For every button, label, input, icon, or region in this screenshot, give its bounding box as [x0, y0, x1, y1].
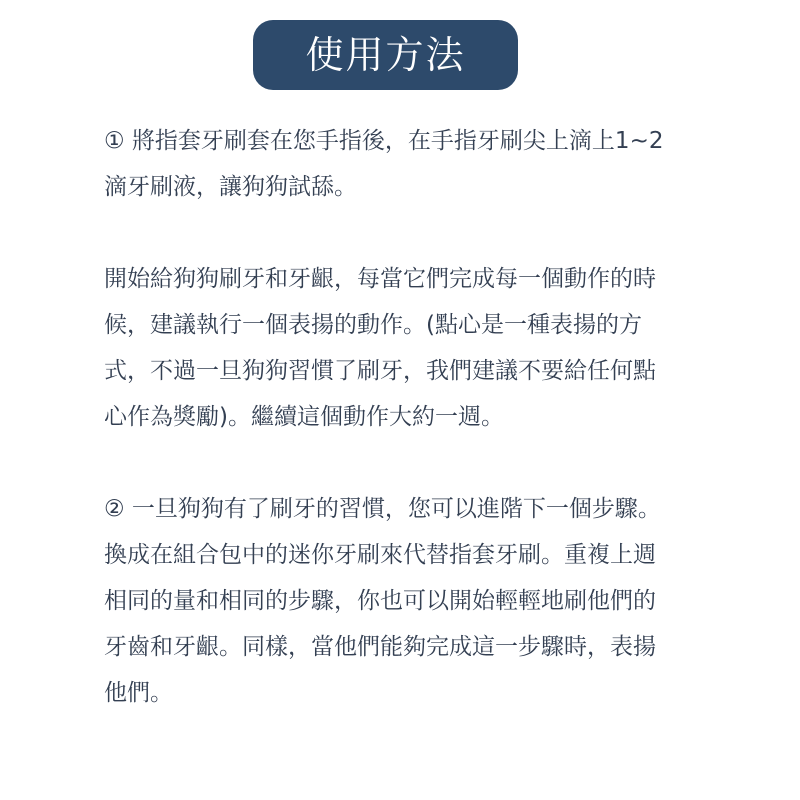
title-banner — [253, 20, 518, 90]
step-1-detail-paragraph: 開始給狗狗刷牙和牙齦，每當它們完成每一個動作的時候，建議執行一個表揚的動作。(點心是一種表揚的方式，不過一旦狗狗習慣了刷牙，我們建議不要給任何點心作為獎勵)。繼續這個動作大約一週。 — [104, 266, 656, 430]
step-1-paragraph: ① 將指套牙刷套在您手指後，在手指牙刷尖上滴上1~2滴牙刷液，讓狗狗試舔。 — [104, 128, 664, 200]
page-title: 使用方法 — [305, 33, 466, 77]
instructions-body — [104, 118, 664, 716]
step-2-paragraph: ② 一旦狗狗有了刷牙的習慣，您可以進階下一個步驟。換成在組合包中的迷你牙刷來代替指套牙刷。重複上週相同的量和相同的步驟，你也可以開始輕輕地刷他們的牙齒和牙齦。同樣，當他們能夠完成這一步驟時，表揚他們。 — [104, 496, 661, 706]
